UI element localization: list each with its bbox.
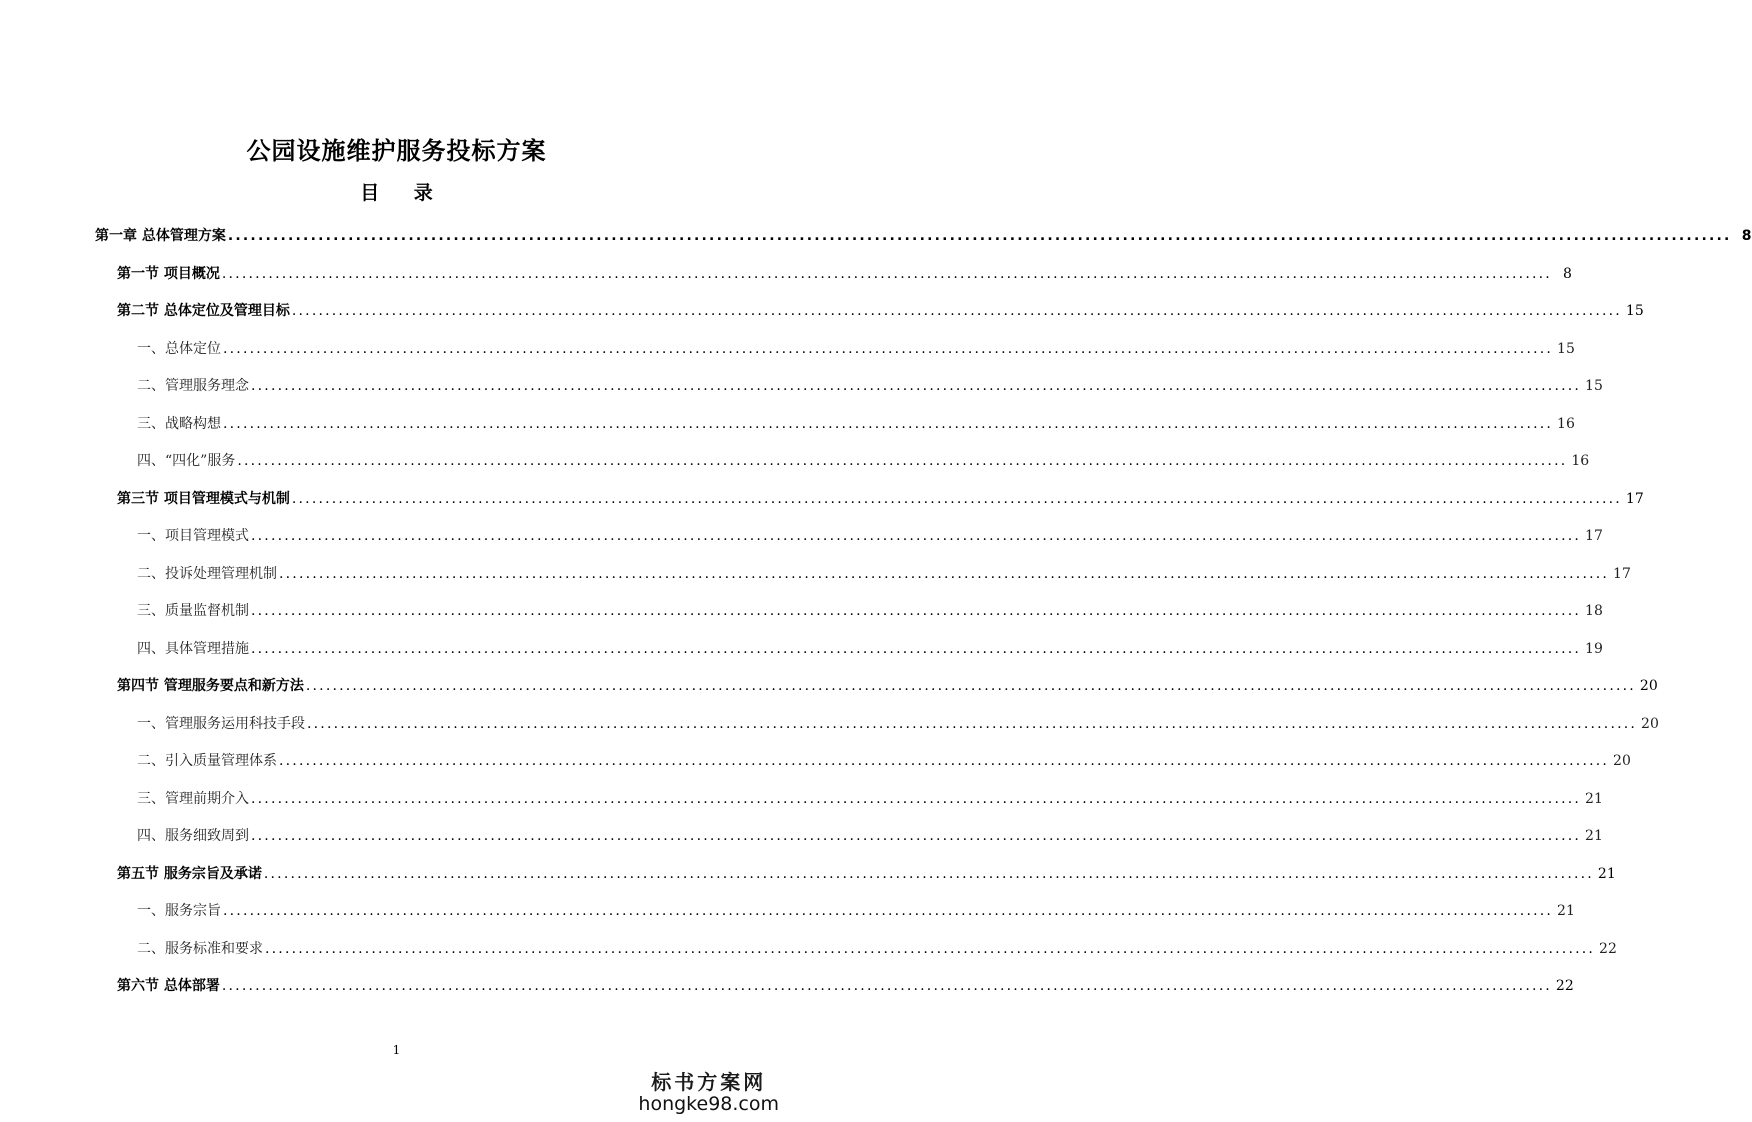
toc-entry-page: 21 [1557,903,1575,919]
toc-entry-page: 15 [1585,378,1603,394]
toc-chapter-entry[interactable] [95,224,1752,248]
toc-leader-dots: ........................................................................................................................................................................................................ [251,378,1582,394]
toc-leader-dots: ........................................................................................................................................................................................................ [251,603,1582,619]
toc-subsection-entry[interactable] [137,337,1575,361]
toc-entry-label: 二、服务标准和要求 [137,941,263,957]
toc-entry-label: 二、投诉处理管理机制 [137,566,277,582]
toc-entry-label: 三、质量监督机制 [137,603,249,619]
toc-leader-dots: ........................................................................................................................................................................................................ [291,491,1622,507]
toc-subsection-entry[interactable] [137,824,1603,848]
toc-entry-label: 第六节 总体部署 [117,978,220,994]
toc-subsection-entry[interactable] [137,374,1603,398]
toc-section-entry[interactable] [117,674,1658,698]
toc-subsection-entry[interactable] [137,637,1603,661]
toc-leader-dots: ........................................................................................................................................................................................................ [227,228,1732,244]
toc-leader-dots: ........................................................................................................................................................................................................ [279,566,1610,582]
toc-leader-dots: ........................................................................................................................................................................................................ [265,941,1596,957]
toc-leader-dots: ........................................................................................................................................................................................................ [237,453,1568,469]
toc-entry-page: 18 [1585,603,1603,619]
toc-entry-label: 第一章 总体管理方案 [95,228,226,244]
toc-section-entry[interactable] [117,299,1644,323]
toc-subsection-entry[interactable] [137,937,1617,961]
toc-entry-label: 二、引入质量管理体系 [137,753,277,769]
toc-entry-page: 16 [1557,416,1575,432]
toc-entry-page: 21 [1585,791,1603,807]
page-number: 1 [392,1043,401,1057]
toc-subsection-entry[interactable] [137,749,1631,773]
toc-entry-page: 20 [1639,678,1658,694]
toc-leader-dots: ........................................................................................................................................................................................................ [223,341,1554,357]
toc-leader-dots: ........................................................................................................................................................................................................ [221,266,1552,282]
toc-leader-dots: ........................................................................................................................................................................................................ [251,641,1582,657]
toc-leader-dots: ........................................................................................................................................................................................................ [251,528,1582,544]
toc-section-entry[interactable] [117,262,1572,286]
toc-entry-label: 第三节 项目管理模式与机制 [117,491,290,507]
toc-subsection-entry[interactable] [137,899,1575,923]
toc-section-entry[interactable] [117,974,1574,998]
toc-heading: 目 录 [360,182,447,204]
toc-subsection-entry[interactable] [137,787,1603,811]
watermark-url-text: hongke98.com [638,1093,779,1115]
document-title: 公园设施维护服务投标方案 [246,137,547,165]
toc-entry-label: 四、具体管理措施 [137,641,249,657]
toc-subsection-entry[interactable] [137,449,1590,473]
toc-entry-label: 第五节 服务宗旨及承诺 [117,866,262,882]
toc-leader-dots: ........................................................................................................................................................................................................ [263,866,1594,882]
toc-entry-page: 21 [1597,866,1616,882]
toc-section-entry[interactable] [117,862,1616,886]
toc-leader-dots: ........................................................................................................................................................................................................ [223,416,1554,432]
watermark-logo [638,1066,779,1115]
toc-entry-page: 8 [1741,228,1752,244]
toc-leader-dots: ........................................................................................................................................................................................................ [251,828,1582,844]
toc-section-entry[interactable] [117,487,1644,511]
toc-subsection-entry[interactable] [137,562,1631,586]
toc-subsection-entry[interactable] [137,712,1659,736]
watermark-cn-text: 标书方案网 [651,1070,767,1094]
toc-entry-page: 8 [1563,266,1572,282]
toc-entry-page: 19 [1585,641,1603,657]
toc-leader-dots: ........................................................................................................................................................................................................ [223,903,1554,919]
toc-entry-label: 第一节 项目概况 [117,266,220,282]
toc-entry-label: 第四节 管理服务要点和新方法 [117,678,304,694]
toc-entry-page: 17 [1613,566,1631,582]
toc-entry-page: 21 [1585,828,1603,844]
toc-leader-dots: ........................................................................................................................................................................................................ [221,978,1552,994]
toc-leader-dots: ........................................................................................................................................................................................................ [251,791,1582,807]
toc-entry-page: 22 [1555,978,1574,994]
toc-entry-page: 17 [1625,491,1644,507]
toc-entry-label: 一、服务宗旨 [137,903,221,919]
toc-subsection-entry[interactable] [137,599,1603,623]
toc-entry-label: 四、“四化”服务 [137,453,236,469]
toc-entry-page: 20 [1613,753,1631,769]
toc-leader-dots: ........................................................................................................................................................................................................ [291,303,1622,319]
toc-entry-label: 一、管理服务运用科技手段 [137,716,305,732]
toc-subsection-entry[interactable] [137,524,1603,548]
toc-subsection-entry[interactable] [137,412,1575,436]
toc-entry-label: 三、战略构想 [137,416,221,432]
toc-entry-page: 22 [1599,941,1617,957]
toc-entry-page: 15 [1557,341,1575,357]
toc-entry-label: 一、项目管理模式 [137,528,249,544]
toc-entry-page: 16 [1571,453,1590,469]
toc-leader-dots: ........................................................................................................................................................................................................ [279,753,1610,769]
toc-entry-label: 三、管理前期介入 [137,791,249,807]
toc-leader-dots: ........................................................................................................................................................................................................ [307,716,1638,732]
toc-entry-page: 17 [1585,528,1603,544]
toc-entry-label: 一、总体定位 [137,341,221,357]
toc-leader-dots: ........................................................................................................................................................................................................ [305,678,1636,694]
toc-entry-page: 15 [1625,303,1644,319]
toc-entry-label: 第二节 总体定位及管理目标 [117,303,290,319]
toc-entry-label: 二、管理服务理念 [137,378,249,394]
toc-entry-page: 20 [1641,716,1659,732]
toc-entry-label: 四、服务细致周到 [137,828,249,844]
